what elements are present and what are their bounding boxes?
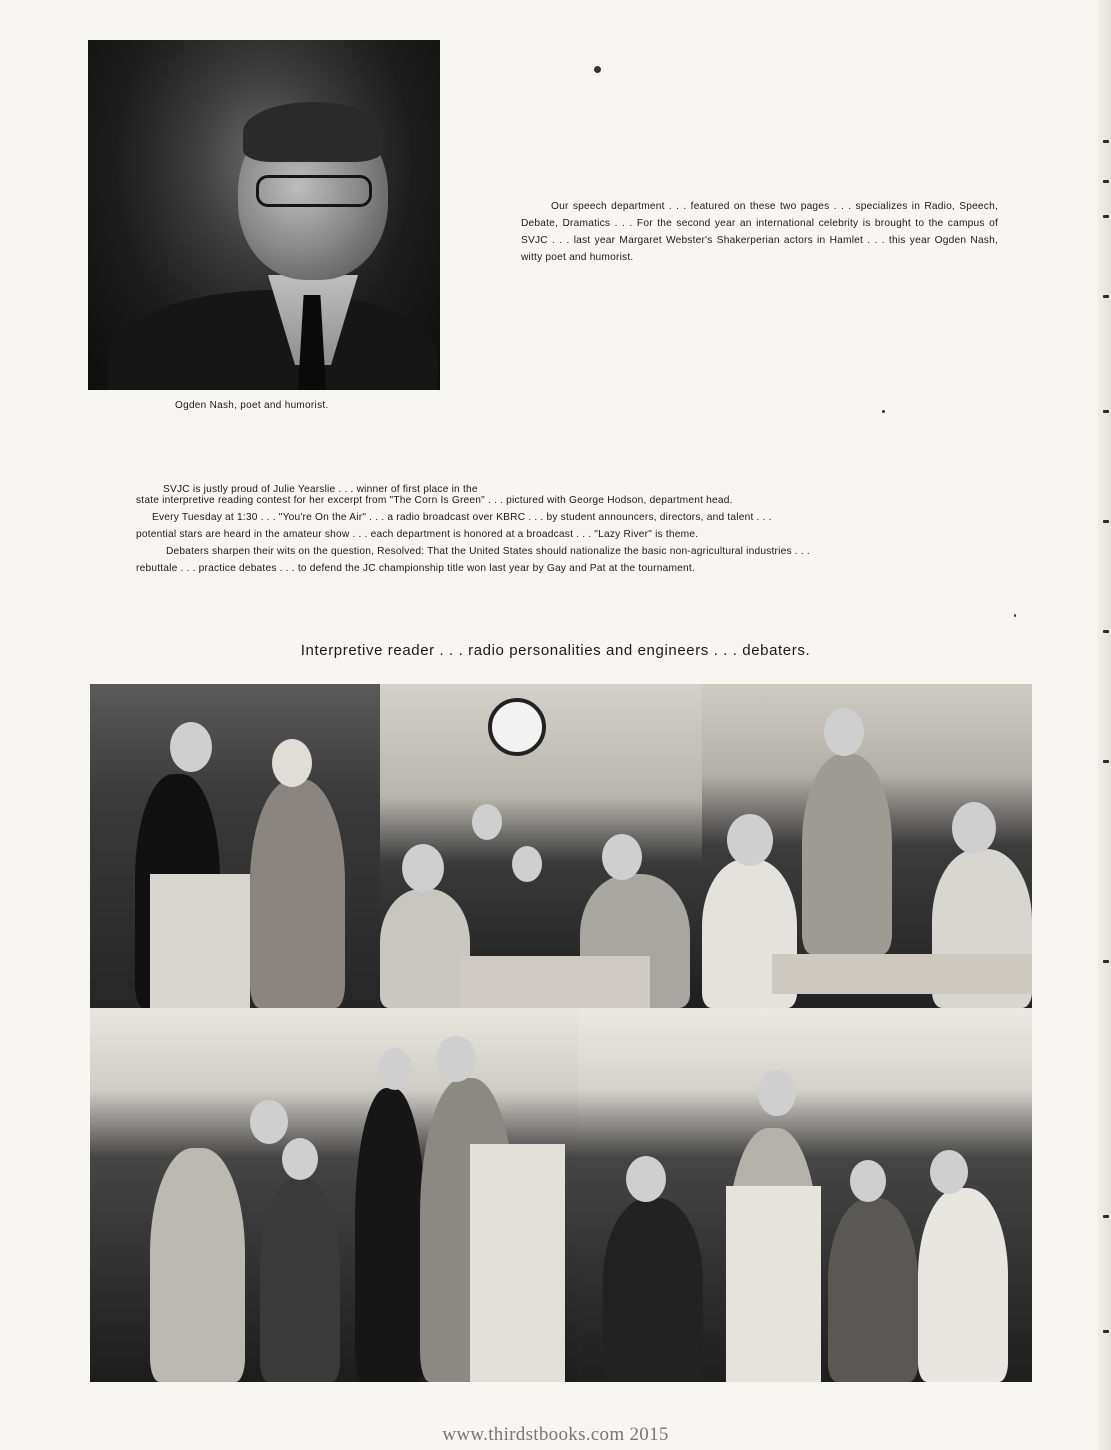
photo-face: [758, 1070, 796, 1116]
photo-figure: [603, 1198, 703, 1382]
edge-mark: [1103, 295, 1109, 298]
radio-engineers-photo: [702, 684, 1032, 1008]
photo-figure: [260, 1178, 340, 1382]
photo-table: [772, 954, 1032, 994]
photo-bookcase: [470, 1144, 565, 1382]
photo-figure: [250, 779, 345, 1008]
edge-mark: [1103, 410, 1109, 413]
portrait-glasses: [256, 175, 372, 207]
photo-face: [282, 1138, 318, 1180]
ogden-nash-portrait: [88, 40, 440, 390]
photo-figure: [918, 1188, 1008, 1382]
photo-face: [626, 1156, 666, 1202]
footer-credit: www.thirdstbooks.com 2015: [442, 1424, 669, 1445]
edge-mark: [1103, 760, 1109, 763]
paragraph-line: rebuttale . . . practice debates . . . to defend the JC championship title won last year by Gay and Pat at the tournament.: [136, 563, 695, 574]
photo-lectern: [150, 874, 250, 1008]
photo-face: [250, 1100, 288, 1144]
paragraph-line: SVJC is justly proud of Julie Yearslie . . . winner of first place in the: [163, 484, 478, 495]
photo-face: [402, 844, 444, 892]
photo-figure: [828, 1198, 918, 1382]
clock-icon: [488, 698, 546, 756]
photo-face: [727, 814, 773, 866]
photo-figure: [355, 1088, 425, 1382]
radio-broadcast-photo: [380, 684, 702, 1008]
intro-paragraph: Our speech department . . . featured on these two pages . . . specializes in Radio, Speech, Debate, Dramatics . . . For the second year an international celebrity is brought to the campus of SVJC . . . last year Margaret Webster's Shakerperian actors in Hamlet . . . this year Ogden Nash, witty poet and humorist.: [521, 201, 998, 263]
edge-mark: [1103, 1330, 1109, 1333]
edge-mark: [1103, 1215, 1109, 1218]
photo-face: [472, 804, 502, 840]
photo-figure: [802, 754, 892, 954]
edge-mark: [1103, 140, 1109, 143]
photo-table: [460, 956, 650, 1008]
edge-mark: [1103, 180, 1109, 183]
speck: [882, 410, 885, 413]
paragraph-line: Debaters sharpen their wits on the question, Resolved: That the United States should nationalize the basic non-agricultural industries . . .: [166, 546, 810, 557]
photo-face: [824, 708, 864, 756]
portrait-shoulders: [108, 290, 438, 390]
portrait-caption: Ogden Nash, poet and humorist.: [175, 400, 329, 411]
speck: [1014, 614, 1016, 617]
photo-figure: [380, 889, 470, 1008]
paragraph-line: state interpretive reading contest for her excerpt from "The Corn Is Green" . . . pictured with George Hodson, department head.: [136, 495, 733, 506]
paragraph-line: potential stars are heard in the amateur show . . . each department is honored at a broadcast . . . "Lazy River" is theme.: [136, 529, 699, 540]
debate-tournament-photo: [578, 1008, 1032, 1382]
photo-face: [170, 722, 212, 772]
photo-lectern: [726, 1186, 821, 1382]
speck: [594, 66, 601, 73]
paragraph-line: Every Tuesday at 1:30 . . . "You're On the Air" . . . a radio broadcast over KBRC . . . by student announcers, directors, and talent . . .: [152, 512, 772, 523]
interpretive-reader-photo: [90, 684, 380, 1008]
photo-face: [512, 846, 542, 882]
photo-face: [850, 1160, 886, 1202]
edge-mark: [1103, 215, 1109, 218]
photo-figure: [150, 1148, 245, 1382]
photo-face: [952, 802, 996, 854]
photo-face: [602, 834, 642, 880]
edge-mark: [1103, 960, 1109, 963]
debaters-practice-photo: [90, 1008, 578, 1382]
photo-section-heading: Interpretive reader . . . radio personalities and engineers . . . debaters.: [300, 642, 811, 659]
photo-face: [436, 1036, 476, 1082]
photo-face: [930, 1150, 968, 1194]
photo-face: [378, 1048, 412, 1090]
edge-mark: [1103, 630, 1109, 633]
photo-face: [272, 739, 312, 787]
portrait-hair: [243, 102, 383, 162]
edge-mark: [1103, 520, 1109, 523]
